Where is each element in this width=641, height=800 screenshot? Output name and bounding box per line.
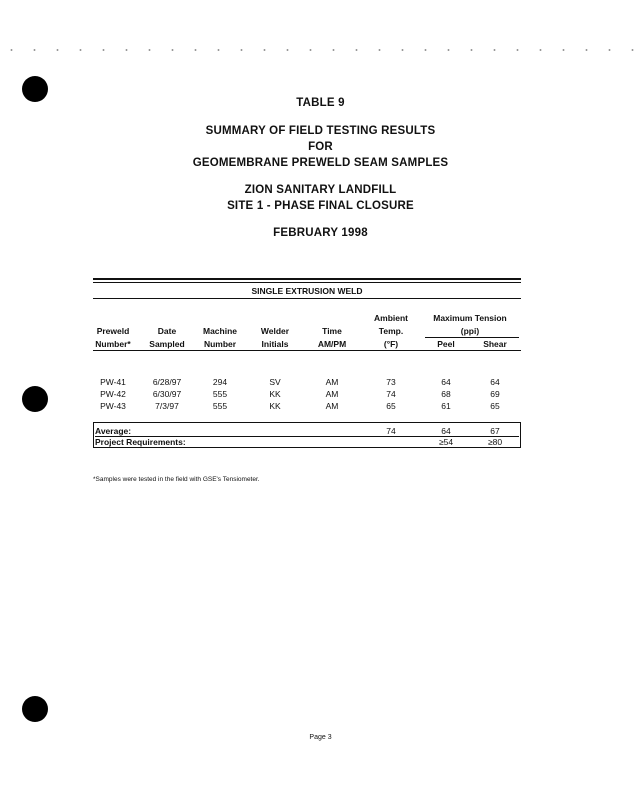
header-preweld-2: Number* [95,339,131,349]
tension-group-underline [425,337,519,338]
cell-shear: 69 [490,389,500,399]
header-welder-2: Initials [261,339,289,349]
header-peel: Peel [437,339,455,349]
header-ambient-3: (°F) [383,339,399,349]
report-date: FEBRUARY 1998 [273,227,368,239]
header-tension-unit: (ppi) [460,326,480,336]
average-label: Average: [95,426,132,436]
section-title: SINGLE EXTRUSION WELD [251,286,363,296]
cell-peel: 64 [441,377,451,387]
requirements-peel: ≥54 [438,437,454,447]
header-ambient-1: Ambient [374,313,408,323]
cell-welder: KK [269,389,281,399]
heading-line-2: FOR [308,141,333,153]
header-time-1: Time [322,326,342,336]
header-shear: Shear [483,339,507,349]
cell-welder: KK [269,401,281,411]
cell-shear: 64 [490,377,500,387]
cell-welder: SV [269,377,281,387]
table-top-rule-thin [93,282,521,283]
header-machine-1: Machine [202,326,237,336]
page-number: Page 3 [309,734,332,741]
cell-time: AM [325,377,339,387]
cell-preweld: PW-41 [100,377,126,387]
cell-ambient: 65 [386,401,396,411]
cell-ambient: 73 [386,377,396,387]
site-line-2: SITE 1 - PHASE FINAL CLOSURE [227,200,414,212]
section-rule [93,298,521,299]
header-bottom-rule [93,350,521,351]
cell-date: 6/30/97 [152,389,182,399]
header-ambient-2: Temp. [378,326,404,336]
header-preweld-1: Preweld [96,326,130,336]
cell-machine: 555 [212,389,228,399]
site-line-1: ZION SANITARY LANDFILL [244,184,397,196]
cell-date: 6/28/97 [152,377,182,387]
header-date-2: Sampled [149,339,185,349]
heading-line-3: GEOMEMBRANE PREWELD SEAM SAMPLES [192,157,449,169]
cell-peel: 68 [441,389,451,399]
cell-time: AM [325,401,339,411]
table-top-rule [93,278,521,280]
header-date-1: Date [157,326,177,336]
table-number: TABLE 9 [296,97,345,109]
header-time-2: AM/PM [317,339,347,349]
cell-ambient: 74 [386,389,396,399]
average-peel: 64 [441,426,451,436]
requirements-shear: ≥80 [487,437,503,447]
cell-time: AM [325,389,339,399]
heading-line-1: SUMMARY OF FIELD TESTING RESULTS [205,125,436,137]
header-machine-2: Number [203,339,237,349]
cell-shear: 65 [490,401,500,411]
cell-machine: 555 [212,401,228,411]
binder-hole-icon [22,386,48,412]
cell-date: 7/3/97 [155,401,179,411]
cell-peel: 61 [441,401,451,411]
header-tension-group: Maximum Tension [433,313,507,323]
scan-artifact-dots [0,48,641,52]
average-shear: 67 [490,426,500,436]
footnote: *Samples were tested in the field with GSE's Tensiometer. [93,476,260,483]
requirements-label: Project Requirements: [95,437,186,447]
average-ambient: 74 [386,426,396,436]
binder-hole-icon [22,696,48,722]
cell-machine: 294 [212,377,228,387]
cell-preweld: PW-42 [100,389,126,399]
header-welder-1: Welder [260,326,290,336]
cell-preweld: PW-43 [100,401,126,411]
